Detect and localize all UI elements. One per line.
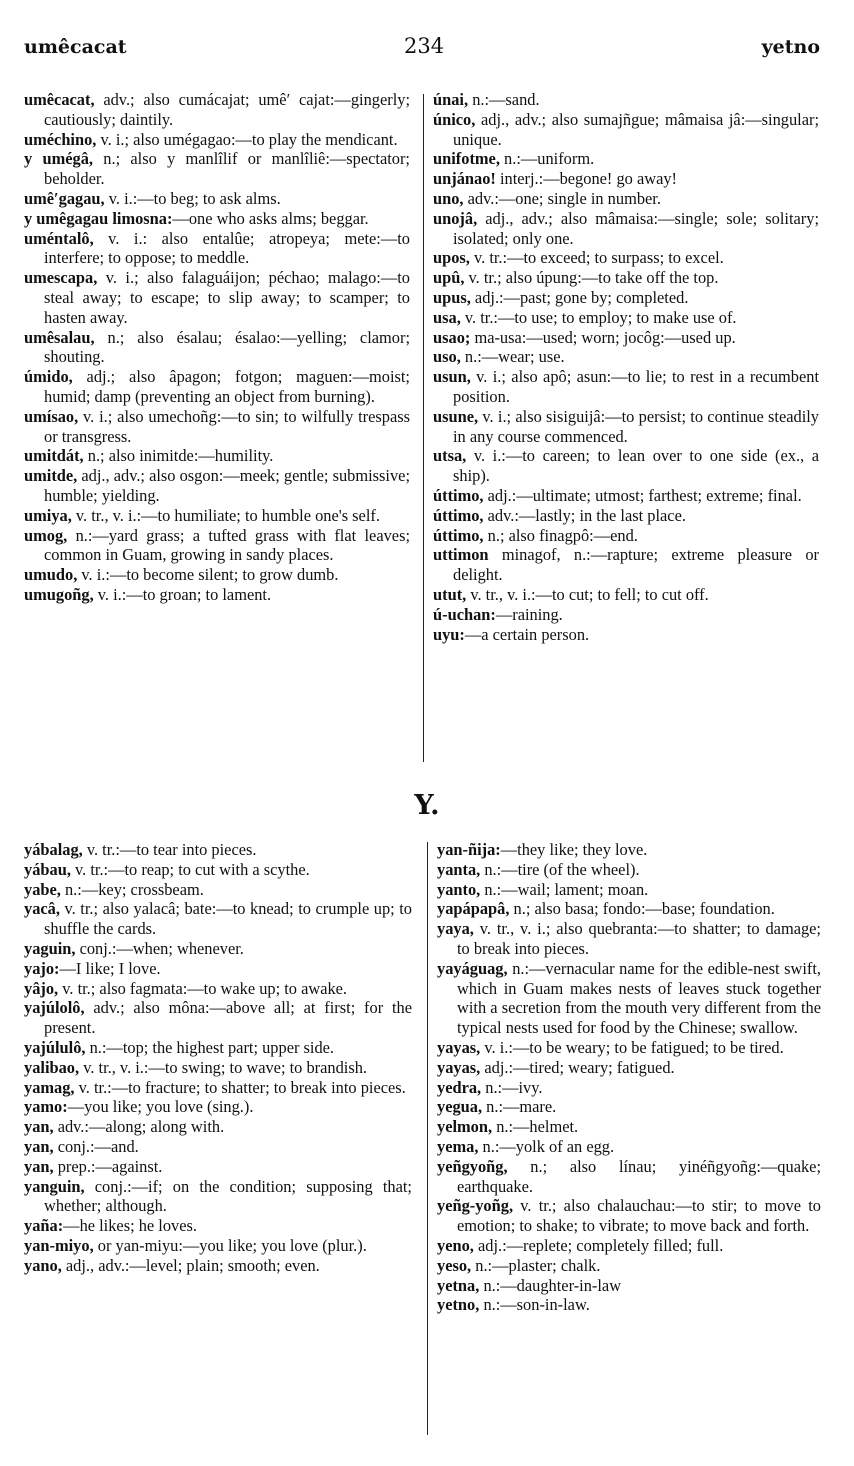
dictionary-entry [437, 860, 821, 880]
dictionary-entry [24, 1097, 412, 1117]
entry-headword: úmido, [24, 367, 73, 387]
dictionary-entry [24, 860, 412, 880]
dictionary-entry [433, 308, 819, 328]
dictionary-entry [437, 1038, 821, 1058]
entry-headword: yeñgyoñg, [437, 1156, 508, 1176]
dictionary-entry [24, 840, 412, 860]
entry-definition: adj., adv.:—level; plain; smooth; even. [61, 1255, 320, 1275]
entry-definition: n.:—sand. [468, 90, 540, 109]
entry-headword: yetna, [437, 1275, 480, 1295]
dictionary-entry [24, 939, 412, 959]
dictionary-entry [24, 585, 410, 605]
entry-definition: n.:—plaster; chalk. [471, 1255, 601, 1275]
entry-definition: v. i.:—to be weary; to be fatigued; to be tired. [480, 1037, 784, 1057]
dictionary-entry [433, 110, 819, 150]
dictionary-entry [24, 268, 410, 327]
entry-definition: v. i.:—to groan; to lament. [93, 584, 272, 604]
entry-headword: upus, [433, 287, 471, 307]
entry-headword: umitdát, [24, 446, 84, 466]
entry-headword: utsa, [433, 446, 467, 466]
entry-definition: adj.:—replete; completely filled; full. [473, 1235, 724, 1255]
dictionary-entry [24, 1137, 412, 1157]
entry-definition: adj.; also âpagon; fotgon; maguen:—moist; humid; damp (preventing an object from burning). [44, 367, 410, 406]
entry-headword: uméntalô, [24, 228, 94, 248]
entry-definition: conj.:—if; on the condition; supposing that; whether; although. [44, 1176, 412, 1216]
entry-definition: n.:—son-in-law. [479, 1295, 590, 1315]
dictionary-entry [437, 1058, 821, 1078]
entry-headword: yajúlulô, [24, 1037, 86, 1057]
entry-headword: yan-miyo, [24, 1235, 94, 1255]
entry-headword: umog, [24, 525, 68, 545]
entry-definition: or yan-miyu:—you like; you love (plur.). [93, 1235, 367, 1255]
dictionary-entry [437, 880, 821, 900]
dictionary-entry [24, 149, 410, 189]
entry-definition: n.:—key; crossbeam. [60, 879, 204, 899]
entry-headword: yapápapâ, [437, 899, 510, 919]
entry-definition: v. tr.:—to use; to employ; to make use of. [460, 307, 737, 327]
dictionary-entry [24, 1256, 412, 1276]
entry-definition: v. i.; also apô; asun:—to lie; to rest in a recumbent position. [453, 367, 819, 406]
entry-definition: conj.:—when; whenever. [75, 938, 244, 958]
dictionary-entry [24, 1236, 412, 1256]
entry-definition: n.; also inimitde:—humility. [83, 446, 274, 466]
entry-definition: n.; also finagpô:—end. [483, 525, 638, 545]
entry-definition: v. i.:—to become silent; to grow dumb. [77, 565, 339, 585]
dictionary-entry [437, 1295, 821, 1315]
entry-headword: umescapa, [24, 268, 98, 288]
entry-definition: prep.:—against. [53, 1156, 163, 1176]
entry-headword: yema, [437, 1136, 479, 1156]
entry-headword: yalibao, [24, 1057, 80, 1077]
entry-headword: umitde, [24, 466, 78, 486]
entry-definition: v. tr., v. i.; also quebranta:—to shatter; to damage; to break into pieces. [457, 919, 821, 958]
entry-definition: —he likes; he loves. [63, 1216, 198, 1236]
entry-headword: úttimo, [433, 525, 484, 545]
entry-headword: yábalag, [24, 840, 83, 859]
entry-definition: n.:—wear; use. [460, 347, 565, 367]
entry-headword: yan-ñija: [437, 840, 501, 859]
entry-headword: ú-uchan: [433, 604, 496, 624]
dictionary-entry [437, 919, 821, 959]
dictionary-entry [24, 407, 410, 447]
dictionary-entry [433, 526, 819, 546]
entry-definition: n.:—uniform. [499, 149, 595, 169]
entry-headword: yetno, [437, 1295, 480, 1315]
entry-definition: interj.:—begone! go away! [495, 169, 678, 189]
entry-headword: yeno, [437, 1235, 474, 1255]
entry-definition: n.; also ésalau; ésalao:—yelling; clamor; shouting. [44, 327, 410, 367]
entry-definition: v. i.:—to careen; to lean over to one side (ex., a ship). [453, 446, 819, 486]
dictionary-entry [437, 840, 821, 860]
left-guide-word: umêcacat [24, 36, 127, 58]
entry-headword: unjánao! [433, 169, 496, 189]
entry-headword: yayas, [437, 1057, 481, 1077]
entry-definition: —I like; I love. [59, 958, 161, 978]
entry-headword: yabe, [24, 879, 61, 899]
entry-definition: minagof, n.:—rapture; extreme pleasure or delight. [453, 545, 819, 585]
entry-headword: y umégâ, [24, 149, 93, 169]
dictionary-entry [437, 1196, 821, 1236]
dictionary-entry [433, 625, 819, 645]
dictionary-entry [433, 209, 819, 249]
dictionary-entry [437, 959, 821, 1038]
column-divider-bottom [427, 842, 428, 1435]
entry-headword: yeñg-yoñg, [437, 1196, 514, 1216]
column-y-right [437, 840, 821, 1315]
entry-definition: adj., adv.; also sumajñgue; mâmaisa jâ:—singular; unique. [453, 109, 819, 149]
entry-headword: uno, [433, 188, 464, 208]
dictionary-entry [433, 90, 819, 110]
entry-headword: yanta, [437, 859, 481, 879]
entry-headword: unojâ, [433, 208, 478, 228]
dictionary-entry [24, 130, 410, 150]
entry-headword: umêsalau, [24, 327, 95, 347]
entry-definition: v. tr.:—to tear into pieces. [82, 840, 257, 859]
dictionary-entry [24, 1058, 412, 1078]
entry-headword: yegua, [437, 1097, 483, 1117]
entry-headword: yábau, [24, 859, 71, 879]
entry-definition: v. i.:—to beg; to ask alms. [104, 188, 281, 208]
dictionary-entry [24, 998, 412, 1038]
entry-definition: v. tr., v. i.:—to cut; to fell; to cut off. [466, 584, 709, 604]
dictionary-entry [24, 526, 410, 566]
dictionary-entry [24, 367, 410, 407]
entry-headword: yâjo, [24, 978, 59, 998]
dictionary-entry [24, 1078, 412, 1098]
entry-definition: n.:—mare. [482, 1097, 557, 1117]
entry-headword: uso, [433, 347, 461, 367]
entry-headword: yaguin, [24, 938, 76, 958]
entry-definition: adv.:—lastly; in the last place. [483, 505, 686, 525]
entry-definition: n.:—daughter-in-law [479, 1275, 622, 1295]
entry-definition: v. i.: also entalûe; atropeya; mete:—to interfere; to oppose; to meddle. [44, 228, 410, 268]
dictionary-entry [433, 506, 819, 526]
dictionary-entry [437, 1236, 821, 1256]
entry-headword: y umêgagau limosna: [24, 208, 173, 228]
entry-definition: adj.:—ultimate; utmost; farthest; extreme; final. [483, 485, 802, 505]
right-guide-word: yetno [761, 36, 820, 58]
column-y-left [24, 840, 412, 1276]
entry-definition: n.; also y manlîlif or manlîliê:—spectator; beholder. [44, 149, 410, 189]
entry-definition: n.; also basa; fondo:—base; foundation. [509, 899, 775, 919]
entry-headword: yajo: [24, 958, 60, 978]
dictionary-entry [433, 189, 819, 209]
entry-definition: v. tr.:—to exceed; to surpass; to excel. [469, 248, 724, 268]
dictionary-entry [24, 1038, 412, 1058]
dictionary-entry [433, 446, 819, 486]
entry-definition: v. tr.; also fagmata:—to wake up; to awake. [58, 978, 348, 998]
column-divider-top [423, 94, 424, 762]
entry-headword: utut, [433, 584, 467, 604]
dictionary-entry [433, 268, 819, 288]
entry-definition: v. tr.; also yalacâ; bate:—to knead; to crumple up; to shuffle the cards. [44, 899, 412, 939]
entry-headword: yano, [24, 1255, 62, 1275]
column-u-right [433, 90, 819, 644]
entry-definition: n.:—yolk of an egg. [478, 1136, 615, 1156]
dictionary-entry [24, 959, 412, 979]
dictionary-entry [24, 189, 410, 209]
entry-headword: umêcacat, [24, 90, 95, 109]
entry-headword: yelmon, [437, 1117, 493, 1137]
entry-headword: upos, [433, 248, 470, 268]
entry-headword: uméchino, [24, 129, 97, 149]
entry-definition: v. i.; also sisiguijâ:—to persist; to continue steadily in any course commenced. [453, 406, 819, 446]
entry-definition: —a certain person. [464, 624, 590, 644]
entry-headword: únai, [433, 90, 469, 109]
entry-definition: adv.; also mônа:—above all; at first; for the present. [44, 998, 412, 1038]
dictionary-entry [437, 1256, 821, 1276]
dictionary-entry [24, 446, 410, 466]
entry-definition: v. tr.; also chalauchau:—to stir; to move to emotion; to shake; to vibrate; to move back and forth. [457, 1196, 821, 1236]
dictionary-entry [24, 209, 410, 229]
entry-definition: adj.:—tired; weary; fatigued. [480, 1057, 675, 1077]
dictionary-entry [24, 90, 410, 130]
entry-headword: umugoñg, [24, 584, 94, 604]
dictionary-entry [437, 1078, 821, 1098]
dictionary-entry [24, 1216, 412, 1236]
dictionary-entry [437, 899, 821, 919]
dictionary-entry [24, 466, 410, 506]
entry-definition: adj.:—past; gone by; completed. [470, 287, 689, 307]
page-number: 234 [404, 34, 445, 58]
entry-headword: yajúlolô, [24, 998, 85, 1018]
page-header [24, 36, 820, 66]
entry-headword: umudo, [24, 565, 78, 585]
entry-definition: adj., adv.; also osgon:—meek; gentle; submissive; humble; yielding. [44, 466, 410, 505]
dictionary-entry [433, 585, 819, 605]
entry-definition: n.:—ivy. [481, 1077, 543, 1097]
dictionary-entry [24, 899, 412, 939]
entry-definition: n.:—vernacular name for the edible-nest swift, which in Guam makes nests of leaves stuck together with a secretion from the mouth very different from the typical nests used for food by the Chinese; swallow. [457, 958, 821, 1038]
dictionary-entry [24, 328, 410, 368]
dictionary-entry [433, 407, 819, 447]
entry-definition: v. i.; also falaguáijon; péchao; malago:—to steal away; to escape; to slip away; to scamper; to hasten away. [44, 268, 410, 327]
entry-definition: n.:—top; the highest part; upper side. [85, 1037, 335, 1057]
entry-definition: adv.:—along; along with. [53, 1117, 225, 1137]
entry-definition: v. tr.:—to reap; to cut with a scythe. [70, 859, 310, 879]
dictionary-entry [433, 328, 819, 348]
entry-headword: usun, [433, 367, 471, 387]
entry-headword: uttimon [433, 545, 489, 565]
entry-headword: yamag, [24, 1077, 75, 1097]
entry-definition: n.:—wail; lament; moan. [480, 879, 649, 899]
entry-definition: v. i.; also umégagao:—to play the mendicant. [96, 129, 398, 149]
entry-definition: —raining. [495, 604, 563, 624]
entry-headword: yamo: [24, 1097, 68, 1117]
entry-definition: v. tr.:—to fracture; to shatter; to break into pieces. [74, 1077, 406, 1097]
dictionary-entry [433, 288, 819, 308]
dictionary-entry [433, 248, 819, 268]
dictionary-entry [24, 979, 412, 999]
dictionary-entry [433, 347, 819, 367]
entry-headword: umísao, [24, 406, 79, 426]
dictionary-entry [433, 367, 819, 407]
entry-headword: yaya, [437, 919, 474, 939]
dictionary-entry [24, 880, 412, 900]
entry-headword: yan, [24, 1156, 54, 1176]
dictionary-entry [433, 545, 819, 585]
entry-headword: usa, [433, 307, 461, 327]
entry-definition: v. i.; also umechoñg:—to sin; to wilfully trespass or transgress. [44, 406, 410, 446]
entry-definition: n.:—tire (of the wheel). [480, 859, 640, 879]
entry-definition: n.:—yard grass; a tufted grass with flat leaves; common in Guam, growing in sandy places. [44, 525, 410, 565]
dictionary-entry [437, 1097, 821, 1117]
entry-definition: —one who asks alms; beggar. [172, 208, 369, 228]
dictionary-entry [24, 1177, 412, 1217]
entry-headword: yan, [24, 1117, 54, 1137]
entry-definition: conj.:—and. [53, 1136, 139, 1156]
entry-headword: upû, [433, 268, 465, 288]
entry-headword: usune, [433, 406, 479, 426]
entry-definition: adv.; also cumácajat; umê′ cajat:—gingerly; cautiously; daintily. [44, 90, 410, 129]
entry-definition: v. tr., v. i.:—to swing; to wave; to brandish. [79, 1057, 367, 1077]
section-letter-heading: Y. [414, 790, 440, 821]
dictionary-entry [433, 169, 819, 189]
dictionary-entry [24, 1157, 412, 1177]
entry-headword: yayáguag, [437, 958, 508, 978]
dictionary-entry [433, 486, 819, 506]
entry-headword: yan, [24, 1136, 54, 1156]
entry-definition: n.:—helmet. [492, 1117, 579, 1137]
entry-headword: umê′gagau, [24, 188, 105, 208]
entry-headword: umiya, [24, 505, 72, 525]
entry-headword: yanguin, [24, 1176, 85, 1196]
entry-headword: yaña: [24, 1216, 64, 1236]
entry-headword: unifotme, [433, 149, 500, 169]
entry-headword: úttimo, [433, 485, 484, 505]
dictionary-entry [24, 565, 410, 585]
entry-headword: yanto, [437, 879, 481, 899]
dictionary-entry [433, 149, 819, 169]
entry-headword: yedra, [437, 1077, 482, 1097]
column-u-left [24, 90, 410, 605]
entry-definition: adj., adv.; also mâmaisa:—single; sole; solitary; isolated; only one. [453, 208, 819, 248]
entry-headword: único, [433, 109, 476, 129]
entry-definition: —you like; you love (sing.). [67, 1097, 254, 1117]
entry-definition: n.; also línau; yinéñgyoñg:—quake; earthquake. [457, 1156, 821, 1196]
entry-headword: uyu: [433, 624, 465, 644]
dictionary-entry [24, 506, 410, 526]
entry-headword: usao; [433, 327, 471, 347]
entry-headword: yacâ, [24, 899, 60, 919]
entry-definition: adv.:—one; single in number. [463, 188, 661, 208]
entry-definition: v. tr.; also úpung:—to take off the top. [464, 268, 719, 288]
entry-definition: —they like; they love. [500, 840, 648, 859]
entry-headword: úttimo, [433, 505, 484, 525]
entry-definition: v. tr., v. i.:—to humiliate; to humble one's self. [71, 505, 380, 525]
dictionary-entry [437, 1117, 821, 1137]
entry-headword: yeso, [437, 1255, 472, 1275]
dictionary-entry [433, 605, 819, 625]
dictionary-entry [437, 1137, 821, 1157]
dictionary-entry [24, 229, 410, 269]
entry-headword: yayas, [437, 1037, 481, 1057]
dictionary-entry [437, 1157, 821, 1197]
dictionary-entry [437, 1276, 821, 1296]
dictionary-entry [24, 1117, 412, 1137]
entry-definition: ma-usa:—used; worn; jocôg:—used up. [470, 327, 736, 347]
